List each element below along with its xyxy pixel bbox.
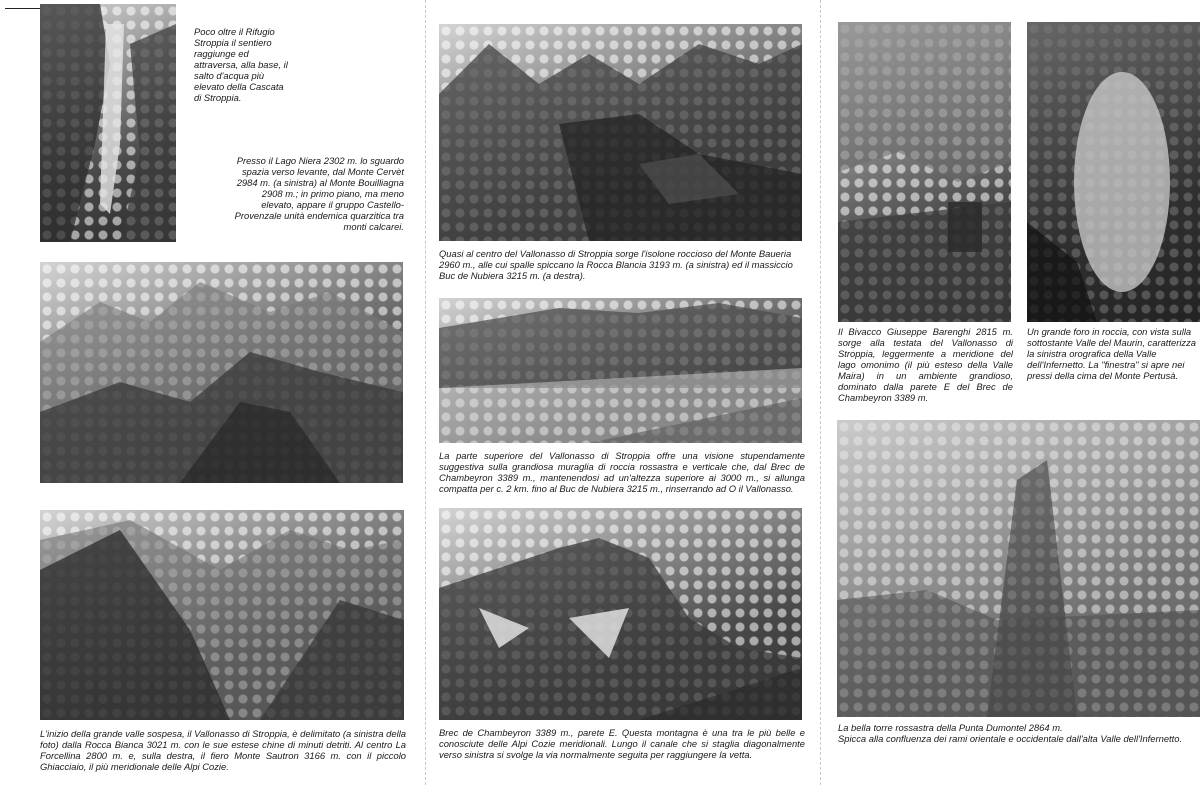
page-fold-left xyxy=(425,0,426,785)
caption-dumontel-line-2: Spicca alla confluenza dei rami orientale e occidentale dall'alta Valle dell'Infernetto. xyxy=(838,733,1183,744)
photo-monte-baueria xyxy=(439,24,802,241)
caption-muraglia: La parte superiore del Vallonasso di Stroppia offre una visione stupendamente suggestiva sulla grandiosa muraglia di roccia rossastra e verticale che, dal Brec de Chambeyron 3389 m., mantenendosi ad un'altezza superiore ai 3000 m., si allunga compatta per c. 2 km. fino al Buc de Nubiera 3215 m., rinserrando ad O il Vallonasso. xyxy=(439,450,805,494)
caption-cascata: Poco oltre il Rifugio Stroppia il sentiero raggiunge ed attraversa, alla base, il salto d'acqua più elevato della Cascata di Stroppia. xyxy=(194,26,288,103)
photo-forcellina xyxy=(40,510,404,720)
caption-brec-de-chambeyron: Brec de Chambeyron 3389 m., parete E. Questa montagna è una tra le più belle e conosciute delle Alpi Cozie meridionali. Lungo il canale che si staglia diagonalmente verso sinistra si svolge la via normalmente seguita per raggiungere la vetta. xyxy=(439,727,805,760)
page-fold-right xyxy=(820,0,821,785)
caption-foro: Un grande foro in roccia, con vista sulla sottostante Valle del Maurin, caratterizza la sinistra orografica della Valle dell'Infernetto. La "finestra" si apre nei pressi della cima del Monte Pertusà. xyxy=(1027,326,1197,381)
caption-monte-baueria: Quasi al centro del Vallonasso di Stroppia sorge l'isolone roccioso del Monte Baueria 2960 m., alle cui spalle spiccano la Rocca Blancia 3193 m. (a sinistra) ed il massiccio Buc de Nubiera 3215 m. (a destra). xyxy=(439,248,793,281)
photo-punta-dumontel xyxy=(837,420,1200,717)
top-rule xyxy=(5,8,43,9)
photo-muraglia-vallonasso xyxy=(439,298,802,443)
caption-lago-niera: Presso il Lago Niera 2302 m. lo sguardo spazia verso levante, dal Monte Cervèt 2984 m. (a sinistra) al Monte Bouilliagna 2908 m.; in primo piano, ma meno elevato, appare il gruppo Castello-Provenzale unità endemica quarzitica tra monti calcarei. xyxy=(234,155,404,232)
photo-lago-niera xyxy=(40,262,403,483)
caption-forcellina: L'inizio della grande valle sospesa, il Vallonasso di Stroppia, è delimitato (a sinistra della foto) dalla Rocca Bianca 3021 m. con le sue estese chine di minuti detriti. Al centro La Forcellina 2800 m. e, sulla destra, il fiero Monte Sautron 3166 m. con il piccolo Ghiacciaio, il più meridionale delle Alpi Cozie. xyxy=(40,728,406,772)
photo-brec-de-chambeyron xyxy=(439,508,802,720)
caption-dumontel-line-1: La bella torre rossastra della Punta Dumontel 2864 m. xyxy=(838,722,1063,733)
photo-bivacco-barenghi xyxy=(838,22,1011,322)
photo-cascata-stroppia xyxy=(40,4,176,242)
caption-bivacco: Il Bivacco Giuseppe Barenghi 2815 m. sorge alla testata del Vallonasso di Stroppia, leggermente a meridione del lago omonimo (il più esteso della Valle Maira) in un ambiente grandioso, dominato dalla parete E del Brec de Chambeyron 3389 m. xyxy=(838,326,1013,403)
photo-foro-in-roccia xyxy=(1027,22,1200,322)
